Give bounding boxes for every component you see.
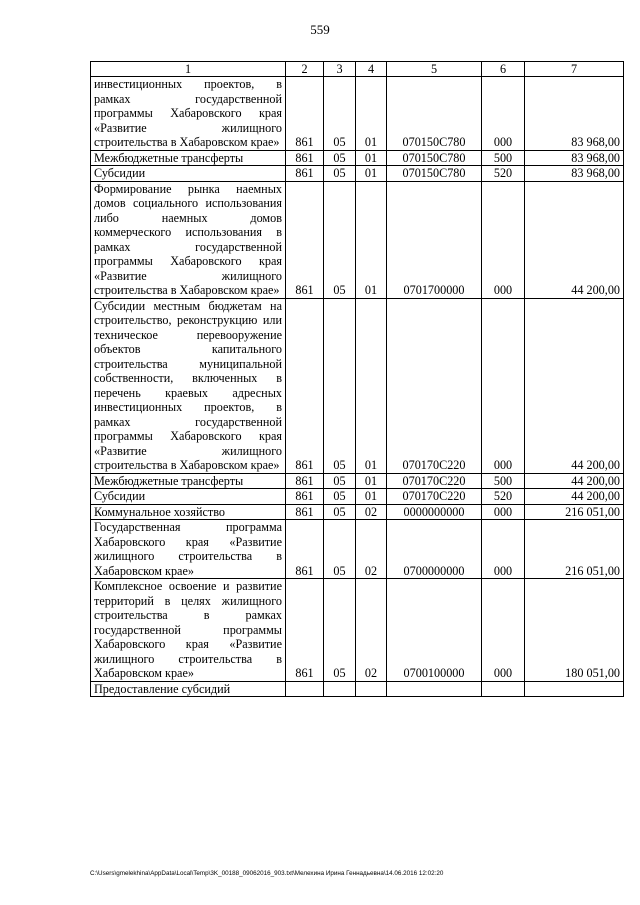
row-section: 05	[324, 520, 356, 579]
row-target-code: 070150C780	[387, 150, 482, 166]
header-col-4: 4	[356, 62, 387, 77]
row-section: 05	[324, 489, 356, 505]
row-name: Межбюджетные трансферты	[91, 473, 286, 489]
row-name: Коммунальное хозяйство	[91, 504, 286, 520]
header-col-7: 7	[525, 62, 624, 77]
row-name: Комплексное освоение и развитие территорий в целях жилищного строительства в рамках государственной программы Хабаровского края «Развитие жилищного строительства в Хабаровском крае»	[91, 579, 286, 682]
header-col-1: 1	[91, 62, 286, 77]
row-expense-type: 000	[482, 520, 525, 579]
table-row	[91, 579, 624, 682]
row-section: 05	[324, 150, 356, 166]
row-amount: 83 968,00	[525, 150, 624, 166]
row-admin-code	[286, 681, 324, 697]
row-expense-type: 500	[482, 473, 525, 489]
file-path-footer: C:\Users\gmelekhina\AppData\Local\Temp\3K_00188_09062016_903.txt\Мелехина Ирина Геннадьевна\14.06.2016 12:02:20	[90, 870, 444, 877]
row-target-code: 0000000000	[387, 504, 482, 520]
row-expense-type: 000	[482, 298, 525, 473]
row-expense-type: 520	[482, 166, 525, 182]
row-section: 05	[324, 77, 356, 151]
header-col-6: 6	[482, 62, 525, 77]
row-subsection: 02	[356, 520, 387, 579]
row-target-code: 070170C220	[387, 473, 482, 489]
header-col-3: 3	[324, 62, 356, 77]
table-row	[91, 181, 624, 298]
row-section: 05	[324, 298, 356, 473]
row-amount: 44 200,00	[525, 298, 624, 473]
table-row	[91, 77, 624, 151]
row-admin-code: 861	[286, 504, 324, 520]
row-section: 05	[324, 166, 356, 182]
row-name: инвестиционных проектов, в рамках государственной программы Хабаровского края «Развитие жилищного строительства в Хабаровском крае»	[91, 77, 286, 151]
header-col-2: 2	[286, 62, 324, 77]
row-name: Предоставление субсидий	[91, 681, 286, 697]
row-name: Субсидии	[91, 489, 286, 505]
row-expense-type: 000	[482, 77, 525, 151]
row-section: 05	[324, 579, 356, 682]
row-subsection: 01	[356, 166, 387, 182]
row-subsection	[356, 681, 387, 697]
row-expense-type	[482, 681, 525, 697]
table-row	[91, 298, 624, 473]
row-target-code: 0701700000	[387, 181, 482, 298]
row-name: Субсидии местным бюджетам на строительство, реконструкцию или техническое перевооружение объектов капитального строительства муниципальной собственности, включенных в перечень краевых адресных инвестиционных проектов, в рамках государственной программы Хабаровского края «Развитие жилищного строительства в Хабаровском крае»	[91, 298, 286, 473]
row-admin-code: 861	[286, 473, 324, 489]
row-target-code: 070170C220	[387, 298, 482, 473]
row-section: 05	[324, 504, 356, 520]
row-name: Формирование рынка наемных домов социального использования либо наемных домов коммерческого использования в рамках государственной программы Хабаровского края «Развитие жилищного строительства в Хабаровском крае»	[91, 181, 286, 298]
row-target-code: 0700100000	[387, 579, 482, 682]
row-target-code	[387, 681, 482, 697]
row-expense-type: 000	[482, 181, 525, 298]
table-row	[91, 504, 624, 520]
row-admin-code: 861	[286, 579, 324, 682]
table-row	[91, 166, 624, 182]
row-amount: 216 051,00	[525, 520, 624, 579]
row-subsection: 01	[356, 298, 387, 473]
row-subsection: 01	[356, 150, 387, 166]
row-expense-type: 500	[482, 150, 525, 166]
row-expense-type: 520	[482, 489, 525, 505]
row-amount: 44 200,00	[525, 489, 624, 505]
table-row	[91, 150, 624, 166]
row-admin-code: 861	[286, 298, 324, 473]
row-target-code: 070170C220	[387, 489, 482, 505]
row-amount: 83 968,00	[525, 77, 624, 151]
row-expense-type: 000	[482, 579, 525, 682]
table-row	[91, 520, 624, 579]
row-subsection: 01	[356, 77, 387, 151]
row-amount: 44 200,00	[525, 473, 624, 489]
row-admin-code: 861	[286, 181, 324, 298]
row-name: Субсидии	[91, 166, 286, 182]
row-section: 05	[324, 473, 356, 489]
row-admin-code: 861	[286, 77, 324, 151]
row-target-code: 070150C780	[387, 77, 482, 151]
row-admin-code: 861	[286, 489, 324, 505]
row-name: Межбюджетные трансферты	[91, 150, 286, 166]
header-col-5: 5	[387, 62, 482, 77]
row-section: 05	[324, 181, 356, 298]
row-subsection: 02	[356, 579, 387, 682]
row-subsection: 01	[356, 473, 387, 489]
row-amount: 44 200,00	[525, 181, 624, 298]
table-row	[91, 473, 624, 489]
row-subsection: 01	[356, 181, 387, 298]
header-row	[91, 62, 624, 77]
row-subsection: 01	[356, 489, 387, 505]
row-target-code: 070150C780	[387, 166, 482, 182]
row-amount: 180 051,00	[525, 579, 624, 682]
table-row	[91, 489, 624, 505]
row-name: Государственная программа Хабаровского края «Развитие жилищного строительства в Хабаровском крае»	[91, 520, 286, 579]
row-amount: 216 051,00	[525, 504, 624, 520]
row-admin-code: 861	[286, 150, 324, 166]
row-expense-type: 000	[482, 504, 525, 520]
row-subsection: 02	[356, 504, 387, 520]
row-amount	[525, 681, 624, 697]
page-number: 559	[310, 22, 330, 37]
row-amount: 83 968,00	[525, 166, 624, 182]
row-section	[324, 681, 356, 697]
table-row	[91, 681, 624, 697]
row-admin-code: 861	[286, 520, 324, 579]
budget-table	[90, 61, 624, 697]
row-admin-code: 861	[286, 166, 324, 182]
row-target-code: 0700000000	[387, 520, 482, 579]
